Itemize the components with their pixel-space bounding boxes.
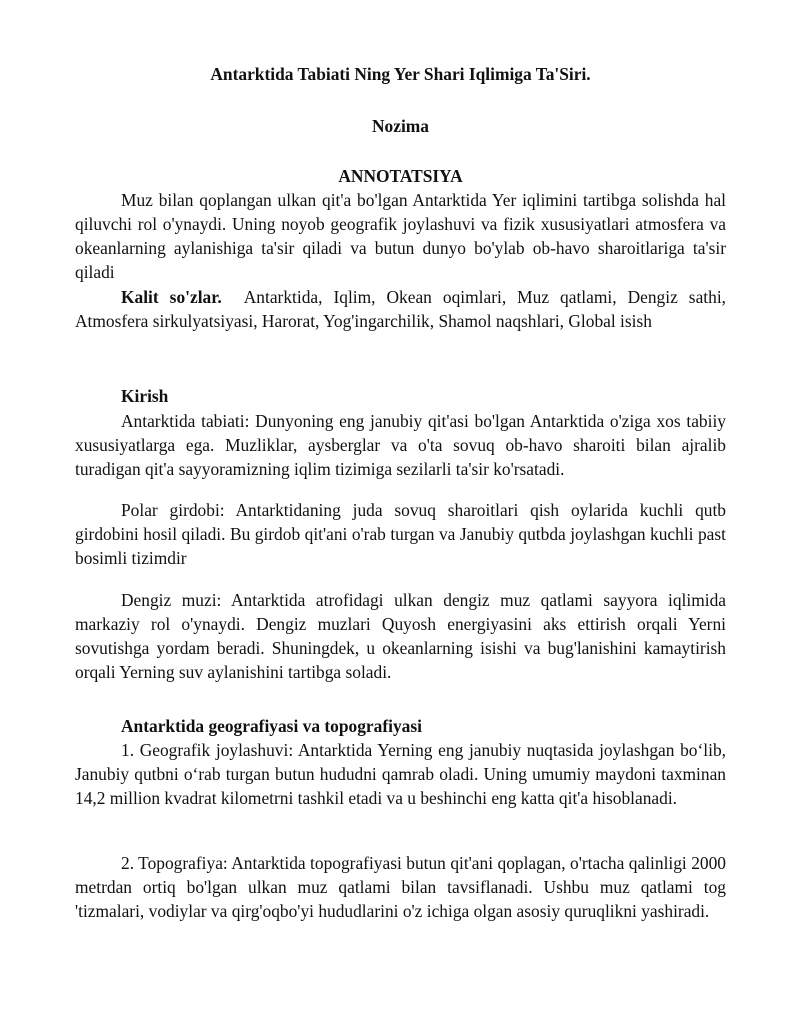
annotation-heading: ANNOTATSIYA — [338, 166, 463, 186]
keywords-text: Antarktida, Iqlim, Okean oqimlari, Muz qatlami, Dengiz sathi, Atmosfera sirkulyatsiyasi, Harorat, Yog'ingarchilik, Shamol naqshlari, Global isish — [75, 287, 726, 331]
intro-heading: Kirish — [121, 386, 169, 406]
author-name: Nozima — [372, 116, 429, 136]
geo-heading: Antarktida geografiyasi va topografiyasi — [121, 716, 422, 736]
geo-paragraph-2: 2. Topografiya: Antarktida topografiyasi butun qit'ani qoplagan, o'rtacha qalinligi 2000 metrdan ortiq bo'lgan ulkan muz qatlami bilan tavsiflanadi. Ushbu muz qatlami tog 'tizmalari, vodiylar va qirg'oqbo'yi hududlarini o'z ichiga olgan asosiy quruqlikni yashiradi. — [75, 853, 726, 921]
geo-paragraph-1: 1. Geografik joylashuvi: Antarktida Yerning eng janubiy nuqtasida joylashgan bo‘lib, Janubiy qutbni o‘rab turgan butun hududni qamrab oladi. Uning umumiy maydoni taxminan 14,2 million kvadrat kilometrni tashkil etadi va u beshinchi eng katta qit'a hisoblanadi. — [75, 740, 726, 808]
annotation-paragraph: Muz bilan qoplangan ulkan qit'a bo'lgan Antarktida Yer iqlimini tartibga solishda hal qiluvchi rol o'ynaydi. Uning noyob geografik joylashuvi va fizik xususiyatlari atmosfera va okeanlarning aylanishiga ta'sir qiladi va butun dunyo bo'ylab ob-havo sharoitlariga ta'sir qiladi — [75, 190, 726, 282]
intro-paragraph-3: Dengiz muzi: Antarktida atrofidagi ulkan dengiz muz qatlami sayyora iqlimida markaziy rol o'ynaydi. Dengiz muzlari Quyosh energiyasini aks ettirish orqali Yerni sovutishga yordam beradi. Shuningdek, u okeanlarning isishi va bug'lanishini kamaytirish orqali Yerning suv aylanishini tartibga soladi. — [75, 590, 726, 682]
intro-paragraph-2: Polar girdobi: Antarktidaning juda sovuq sharoitlari qish oylarida kuchli qutb girdobini hosil qiladi. Bu girdob qit'ani o'rab turgan va Janubiy qutbda joylashgan kuchli past bosimli tizimdir — [75, 500, 726, 568]
keywords-label: Kalit so'zlar. — [121, 287, 222, 307]
keywords-paragraph — [75, 285, 726, 333]
document-title: Antarktida Tabiati Ning Yer Shari Iqlimiga Ta'Siri. — [210, 64, 591, 84]
intro-paragraph-1: Antarktida tabiati: Dunyoning eng janubiy qit'asi bo'lgan Antarktida o'ziga xos tabiiy xususiyatlarga ega. Muzliklar, aysberglar va o'ta sovuq ob-havo sharoiti bilan ajralib turadigan qit'a sayyoramizning iqlim tizimiga sezilarli ta'sir ko'rsatadi. — [75, 411, 726, 479]
